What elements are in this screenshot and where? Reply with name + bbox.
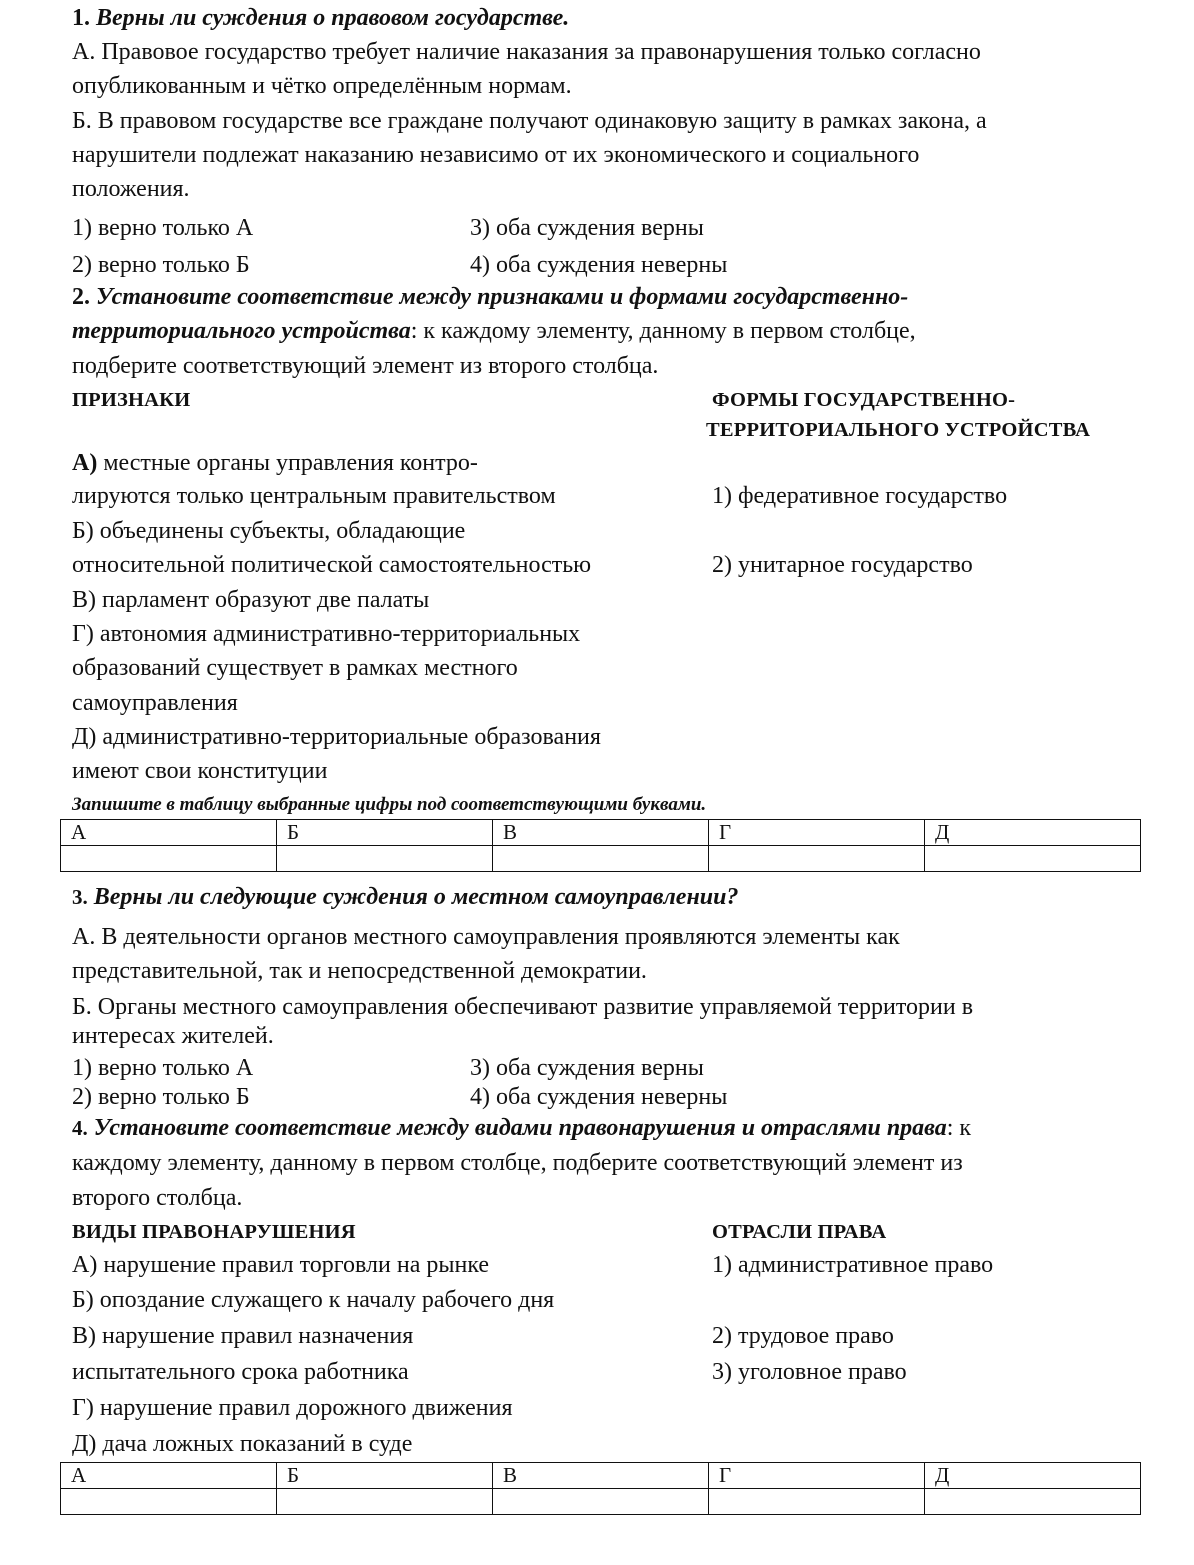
q4-left-column-header: ВИДЫ ПРАВОНАРУШЕНИЯ xyxy=(72,1221,356,1243)
answer-cell[interactable] xyxy=(277,846,493,872)
table-header-cell: В xyxy=(493,820,709,846)
answer-cell[interactable] xyxy=(493,846,709,872)
q3-heading xyxy=(72,883,738,911)
q4-heading-line2: каждому элементу, данному в первом столбце, подберите соответствующий элемент из xyxy=(72,1150,963,1176)
q2-item-line: Б) объединены субъекты, обладающие xyxy=(72,518,466,544)
q2-item-line: Г) автономия административно-территориальных xyxy=(72,621,581,647)
answer-cell[interactable] xyxy=(709,846,925,872)
q2-item-line: В) парламент образуют две палаты xyxy=(72,587,430,613)
q2-item-a-text: местные органы управления контро- xyxy=(97,450,478,476)
q2-right-header-line1: ФОРМЫ ГОСУДАРСТВЕННО- xyxy=(712,389,1016,411)
q2-heading-line3: подберите соответствующий элемент из второго столбца. xyxy=(72,353,659,379)
q1-statement-b-line3: положения. xyxy=(72,176,190,202)
q4-branch-1: 1) административное право xyxy=(712,1252,994,1278)
q1-statement-b-line1: Б. В правовом государстве все граждане получают одинаковую защиту в рамках закона, а xyxy=(72,108,987,134)
q2-right-header-line2: ТЕРРИТОРИАЛЬНОГО УСТРОЙСТВА xyxy=(706,419,1091,441)
q1-statement-b-line2: нарушители подлежат наказанию независимо от их экономического и социального xyxy=(72,142,920,168)
q4-item: Б) опоздание служащего к началу рабочего дня xyxy=(72,1287,555,1313)
q4-title-tail: : к xyxy=(946,1115,972,1141)
q2-title-tail: : к каждому элементу, данному в первом столбце, xyxy=(410,318,916,344)
q4-number: 4. xyxy=(72,1116,88,1140)
q3-option-2: 2) верно только Б xyxy=(72,1084,250,1110)
q2-item-line: имеют свои конституции xyxy=(72,758,328,784)
q2-item-a xyxy=(72,449,478,477)
answer-cell[interactable] xyxy=(925,846,1141,872)
q2-number: 2. xyxy=(72,284,90,310)
q4-item: А) нарушение правил торговли на рынке xyxy=(72,1252,490,1278)
q1-statement-a-line2: опубликованным и чётко определённым нормам. xyxy=(72,73,572,99)
q3-option-4: 4) оба суждения неверны xyxy=(470,1084,728,1110)
q3-statement-b-line2: интересах жителей. xyxy=(72,1023,274,1049)
q2-title-line1: Установите соответствие между признаками и формами государственно- xyxy=(96,284,909,310)
q4-heading-line3: второго столбца. xyxy=(72,1185,243,1211)
q3-option-3: 3) оба суждения верны xyxy=(470,1055,704,1081)
q4-branch-2: 2) трудовое право xyxy=(712,1323,894,1349)
q3-title: Верны ли следующие суждения о местном самоуправлении? xyxy=(93,884,739,910)
q2-item-line: образований существует в рамках местного xyxy=(72,655,518,681)
q4-item: В) нарушение правил назначения xyxy=(72,1323,414,1349)
q2-form-1: 1) федеративное государство xyxy=(712,483,1008,509)
table-header-cell: Г xyxy=(709,820,925,846)
q2-item-line: лируются только центральным правительством xyxy=(72,483,556,509)
answer-cell[interactable] xyxy=(925,1489,1141,1515)
table-header-cell: Д xyxy=(925,820,1141,846)
answer-cell[interactable] xyxy=(61,1489,277,1515)
q2-item-a-letter: А) xyxy=(72,450,98,476)
q3-option-1: 1) верно только А xyxy=(72,1055,254,1081)
q2-heading-line1 xyxy=(72,283,908,311)
table-answer-row xyxy=(61,846,1141,872)
answer-cell[interactable] xyxy=(493,1489,709,1515)
q2-form-2: 2) унитарное государство xyxy=(712,552,973,578)
q4-branch-3: 3) уголовное право xyxy=(712,1359,907,1385)
q4-item: Д) дача ложных показаний в суде xyxy=(72,1431,413,1457)
q4-right-column-header: ОТРАСЛИ ПРАВА xyxy=(712,1221,887,1243)
q3-statement-b-line1: Б. Органы местного самоуправления обеспечивают развитие управляемой территории в xyxy=(72,994,974,1020)
table-header-cell: Б xyxy=(277,820,493,846)
q3-statement-a-line1: А. В деятельности органов местного самоуправления проявляются элементы как xyxy=(72,924,900,950)
q4-heading xyxy=(72,1114,971,1142)
table-header-cell: Б xyxy=(277,1463,493,1489)
answer-cell[interactable] xyxy=(709,1489,925,1515)
table-header-row xyxy=(61,1463,1141,1489)
q2-instruction: Запишите в таблицу выбранные цифры под соответствующими буквами. xyxy=(72,794,707,815)
q4-answer-table xyxy=(60,1462,1141,1515)
table-answer-row xyxy=(61,1489,1141,1515)
table-header-cell: Г xyxy=(709,1463,925,1489)
q2-heading-line2 xyxy=(72,317,916,345)
q1-option-3: 3) оба суждения верны xyxy=(470,215,704,241)
table-header-row xyxy=(61,820,1141,846)
table-header-cell: А xyxy=(61,1463,277,1489)
q4-item: испытательного срока работника xyxy=(72,1359,409,1385)
q1-statement-a-line1: А. Правовое государство требует наличие наказания за правонарушения только согласно xyxy=(72,39,981,65)
q1-option-2: 2) верно только Б xyxy=(72,252,250,278)
q2-item-line: самоуправления xyxy=(72,690,238,716)
q4-title: Установите соответствие между видами правонарушения и отраслями права xyxy=(93,1115,947,1141)
answer-cell[interactable] xyxy=(61,846,277,872)
answer-cell[interactable] xyxy=(277,1489,493,1515)
q2-left-column-header: ПРИЗНАКИ xyxy=(72,389,191,411)
q1-title: Верны ли суждения о правовом государстве. xyxy=(96,5,570,31)
table-header-cell: Д xyxy=(925,1463,1141,1489)
q3-statement-a-line2: представительной, так и непосредственной демократии. xyxy=(72,958,647,984)
q1-number: 1. xyxy=(72,5,90,31)
q2-item-line: Д) административно-территориальные образования xyxy=(72,724,601,750)
q1-option-4: 4) оба суждения неверны xyxy=(470,252,728,278)
q4-item: Г) нарушение правил дорожного движения xyxy=(72,1395,513,1421)
table-header-cell: В xyxy=(493,1463,709,1489)
q1-option-1: 1) верно только А xyxy=(72,215,254,241)
q2-item-line: относительной политической самостоятельностью xyxy=(72,552,592,578)
q1-heading xyxy=(72,4,569,32)
q3-number: 3. xyxy=(72,885,88,909)
q2-title-line2: территориального устройства xyxy=(72,318,411,344)
q2-answer-table xyxy=(60,819,1141,872)
table-header-cell: А xyxy=(61,820,277,846)
